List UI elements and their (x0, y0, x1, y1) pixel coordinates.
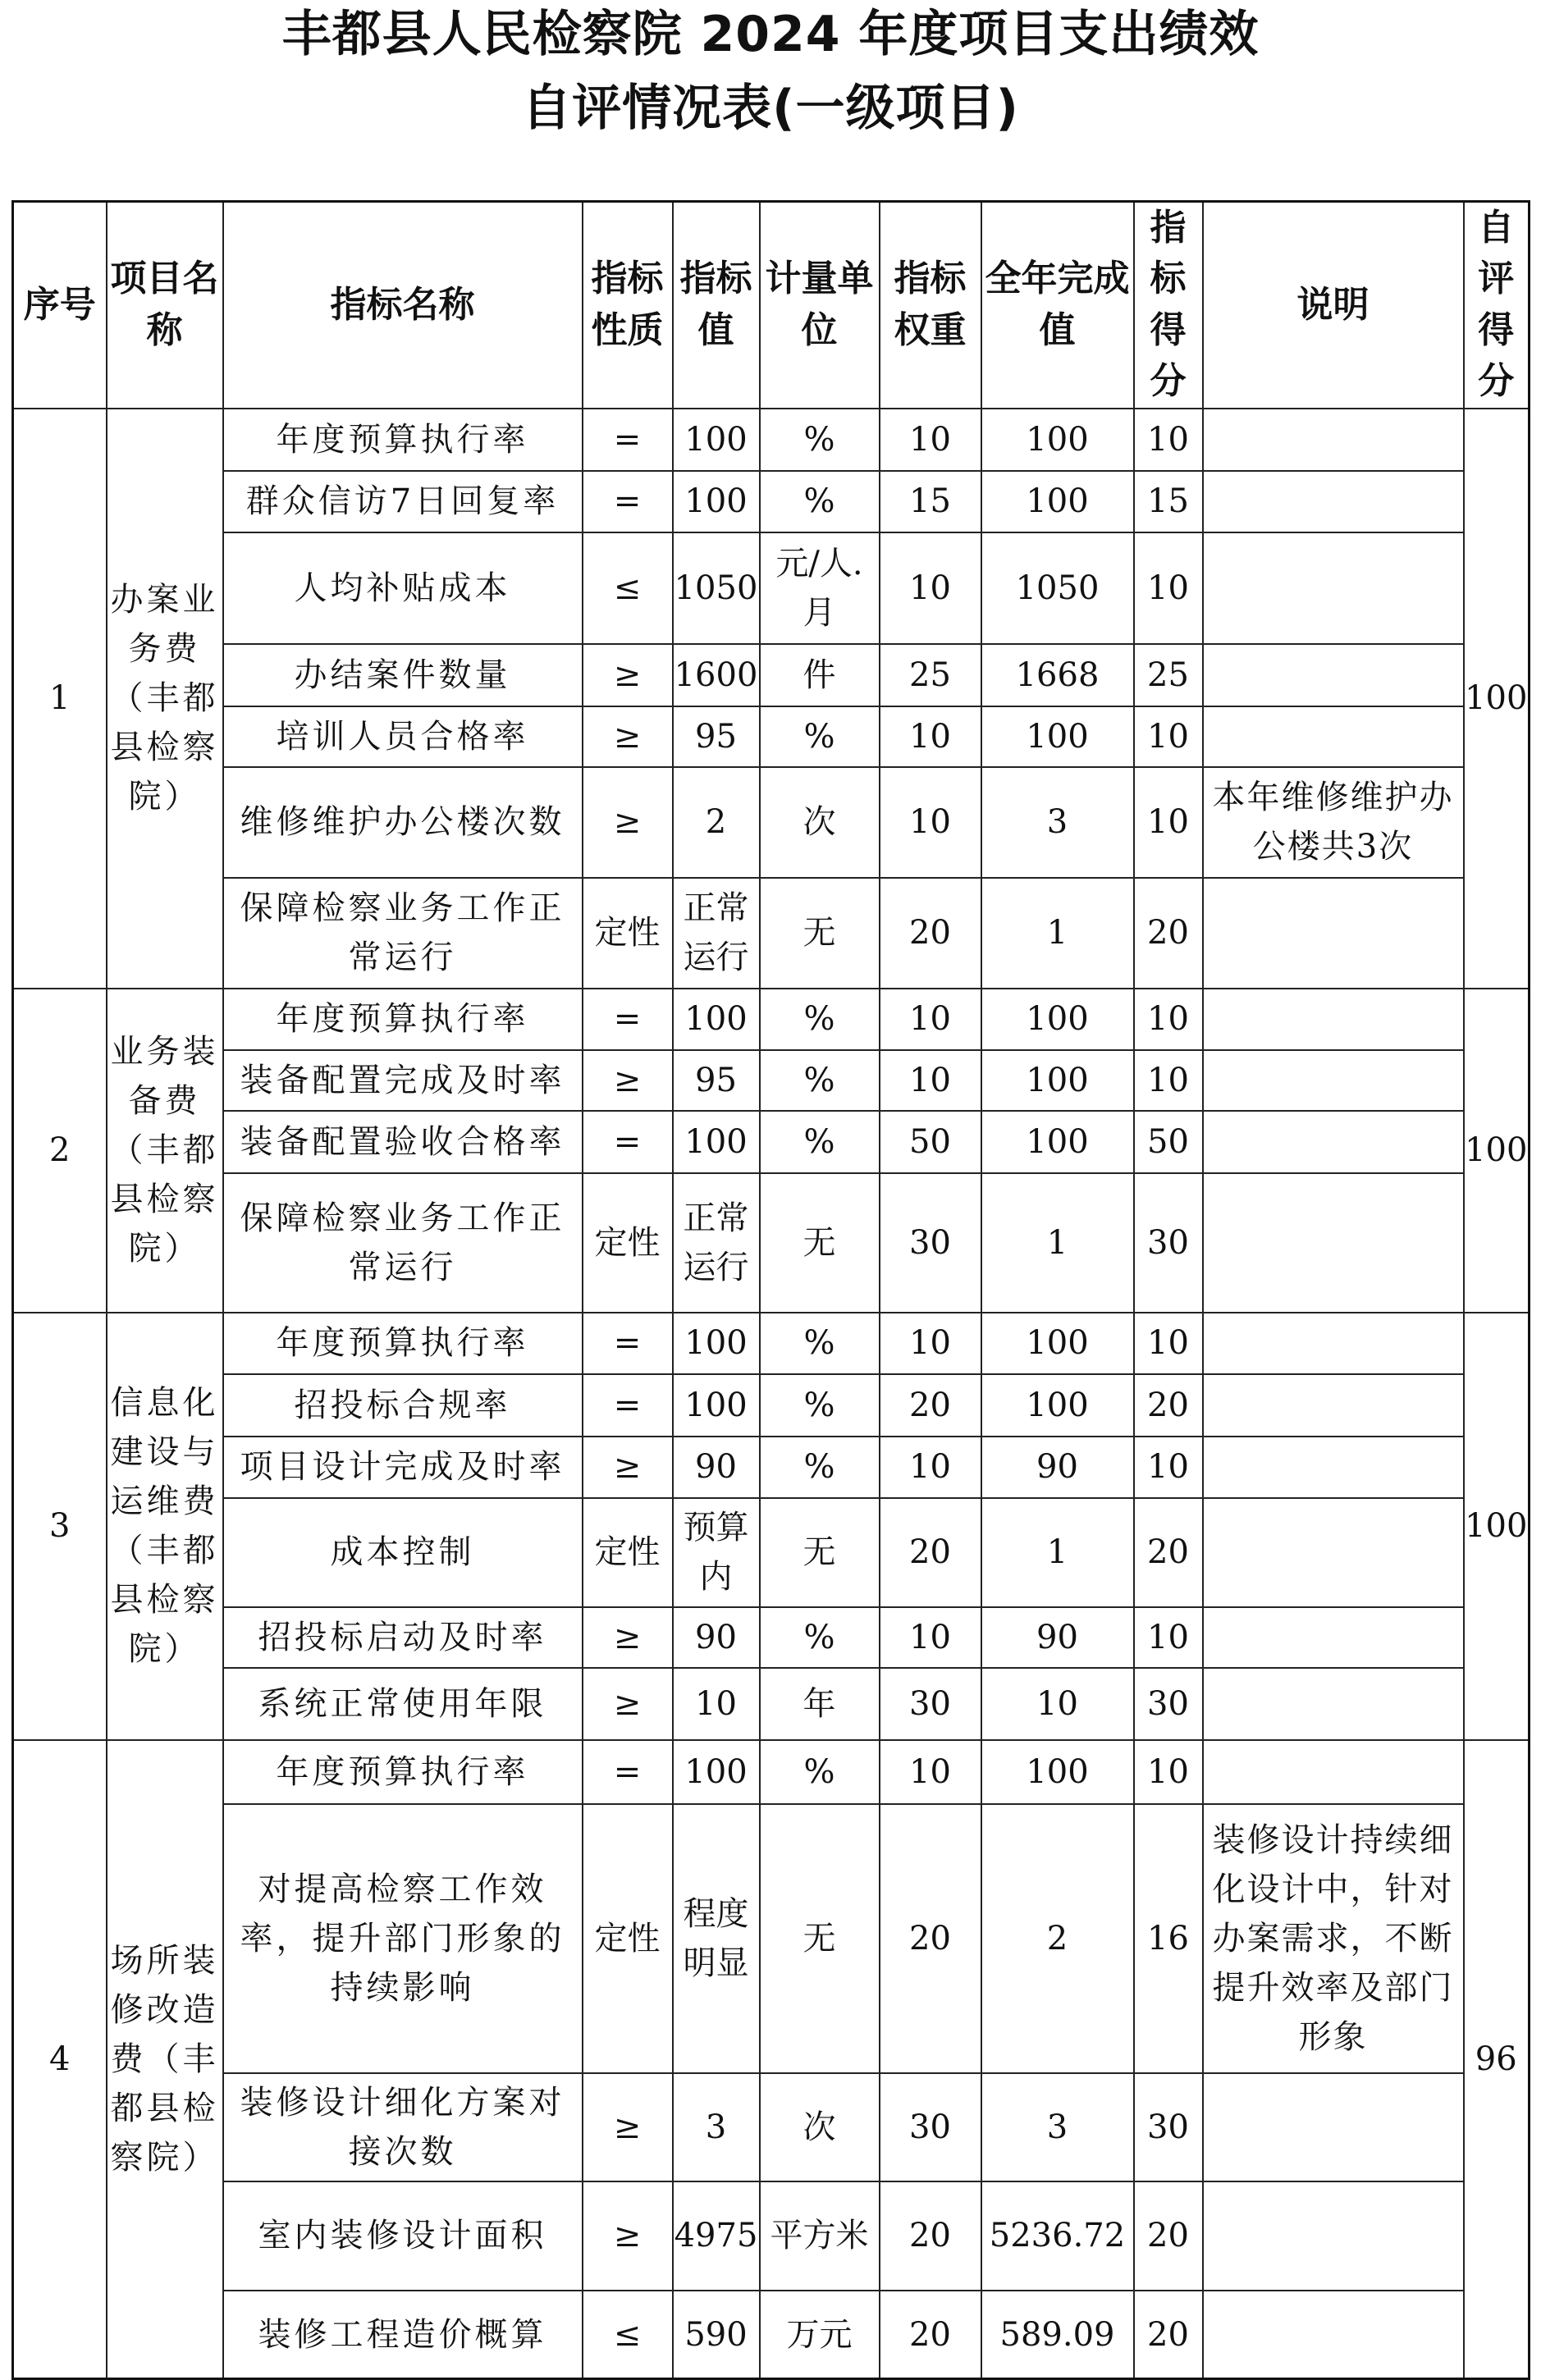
indicator-nature: ≥ (583, 1050, 673, 1111)
table-row (13, 2181, 1530, 2291)
indicator-value: 2 (673, 767, 760, 878)
indicator-weight: 10 (880, 706, 981, 767)
table-body (13, 409, 1530, 2379)
project-seq: 4 (13, 1740, 107, 2379)
indicator-weight: 20 (880, 1498, 981, 1607)
indicator-nature: 定性 (583, 878, 673, 989)
indicator-actual: 5236.72 (981, 2181, 1134, 2291)
table-row (13, 989, 1530, 1050)
indicator-unit: % (760, 1050, 880, 1111)
indicator-actual: 1050 (981, 532, 1134, 644)
indicator-note (1203, 409, 1464, 471)
indicator-actual: 10 (981, 1668, 1134, 1740)
indicator-nature: = (583, 1740, 673, 1804)
header-nature: 指标性质 (583, 202, 673, 409)
indicator-unit: 无 (760, 1498, 880, 1607)
indicator-note (1203, 1050, 1464, 1111)
indicator-weight: 20 (880, 1804, 981, 2073)
indicator-note (1203, 2291, 1464, 2379)
table-row (13, 706, 1530, 767)
indicator-nature: 定性 (583, 1804, 673, 2073)
indicator-value: 10 (673, 1668, 760, 1740)
indicator-score: 10 (1134, 409, 1203, 471)
table-row (13, 2073, 1530, 2181)
indicator-name: 装修工程造价概算 (223, 2291, 583, 2379)
indicator-score: 10 (1134, 1607, 1203, 1668)
table-row (13, 1740, 1530, 1804)
indicator-unit: 次 (760, 767, 880, 878)
indicator-name: 培训人员合格率 (223, 706, 583, 767)
indicator-weight: 10 (880, 1437, 981, 1498)
indicator-value: 100 (673, 1313, 760, 1374)
table-row (13, 1313, 1530, 1374)
indicator-actual: 1 (981, 1173, 1134, 1313)
indicator-name: 保障检察业务工作正常运行 (223, 1173, 583, 1313)
indicator-score: 16 (1134, 1804, 1203, 2073)
indicator-note (1203, 1607, 1464, 1668)
indicator-actual: 2 (981, 1804, 1134, 2073)
indicator-actual: 1 (981, 1498, 1134, 1607)
header-seq: 序号 (13, 202, 107, 409)
table-row (13, 1374, 1530, 1437)
indicator-unit: % (760, 1374, 880, 1437)
indicator-value: 4975 (673, 2181, 760, 2291)
table-row (13, 1668, 1530, 1740)
indicator-note (1203, 2073, 1464, 2181)
indicator-unit: % (760, 1111, 880, 1173)
indicator-name: 维修维护办公楼次数 (223, 767, 583, 878)
table-row (13, 1050, 1530, 1111)
indicator-score: 30 (1134, 1668, 1203, 1740)
indicator-name: 保障检察业务工作正常运行 (223, 878, 583, 989)
indicator-nature: ≥ (583, 706, 673, 767)
header-row (13, 202, 1530, 409)
indicator-note (1203, 706, 1464, 767)
project-seq: 1 (13, 409, 107, 989)
indicator-name: 群众信访7日回复率 (223, 471, 583, 532)
indicator-weight: 10 (880, 989, 981, 1050)
indicator-weight: 15 (880, 471, 981, 532)
indicator-weight: 30 (880, 2073, 981, 2181)
project-name: 场所装修改造费（丰都县检察院） (107, 1740, 223, 2379)
indicator-weight: 50 (880, 1111, 981, 1173)
header-project: 项目名称 (107, 202, 223, 409)
indicator-nature: ≥ (583, 767, 673, 878)
table-row (13, 878, 1530, 989)
indicator-unit: 无 (760, 1173, 880, 1313)
indicator-score: 20 (1134, 2291, 1203, 2379)
indicator-note (1203, 989, 1464, 1050)
indicator-score: 10 (1134, 1050, 1203, 1111)
indicator-value: 正常运行 (673, 1173, 760, 1313)
indicator-score: 30 (1134, 2073, 1203, 2181)
indicator-nature: = (583, 989, 673, 1050)
indicator-value: 90 (673, 1607, 760, 1668)
indicator-note (1203, 1173, 1464, 1313)
indicator-name: 对提高检察工作效率，提升部门形象的持续影响 (223, 1804, 583, 2073)
indicator-value: 正常运行 (673, 878, 760, 989)
indicator-unit: 平方米 (760, 2181, 880, 2291)
indicator-score: 20 (1134, 1498, 1203, 1607)
indicator-note (1203, 644, 1464, 706)
indicator-value: 100 (673, 989, 760, 1050)
indicator-score: 20 (1134, 1374, 1203, 1437)
indicator-actual: 100 (981, 1374, 1134, 1437)
indicator-nature: ≤ (583, 2291, 673, 2379)
header-unit: 计量单位 (760, 202, 880, 409)
table-row (13, 409, 1530, 471)
indicator-actual: 589.09 (981, 2291, 1134, 2379)
indicator-score: 30 (1134, 1173, 1203, 1313)
indicator-score: 10 (1134, 989, 1203, 1050)
document-title-line-2: 自评情况表(一级项目) (522, 80, 1019, 137)
indicator-actual: 100 (981, 1740, 1134, 1804)
indicator-name: 年度预算执行率 (223, 409, 583, 471)
table-row (13, 767, 1530, 878)
indicator-name: 装修设计细化方案对接次数 (223, 2073, 583, 2181)
indicator-value: 100 (673, 471, 760, 532)
project-self-score: 100 (1464, 409, 1530, 989)
indicator-weight: 10 (880, 1313, 981, 1374)
indicator-value: 95 (673, 1050, 760, 1111)
indicator-name: 年度预算执行率 (223, 1740, 583, 1804)
indicator-note (1203, 471, 1464, 532)
indicator-weight: 10 (880, 1740, 981, 1804)
indicator-note: 装修设计持续细化设计中，针对办案需求，不断提升效率及部门形象 (1203, 1804, 1464, 2073)
indicator-score: 20 (1134, 2181, 1203, 2291)
indicator-actual: 100 (981, 409, 1134, 471)
project-name: 办案业务费（丰都县检察院） (107, 409, 223, 989)
indicator-score: 50 (1134, 1111, 1203, 1173)
indicator-actual: 3 (981, 767, 1134, 878)
header-note: 说明 (1203, 202, 1464, 409)
indicator-value: 100 (673, 1111, 760, 1173)
indicator-nature: ≥ (583, 1668, 673, 1740)
indicator-note (1203, 1740, 1464, 1804)
indicator-nature: 定性 (583, 1498, 673, 1607)
indicator-score: 10 (1134, 1740, 1203, 1804)
indicator-actual: 3 (981, 2073, 1134, 2181)
indicator-weight: 10 (880, 1607, 981, 1668)
indicator-nature: ≤ (583, 532, 673, 644)
indicator-actual: 1668 (981, 644, 1134, 706)
table-row (13, 1173, 1530, 1313)
indicator-note (1203, 1313, 1464, 1374)
indicator-unit: 万元 (760, 2291, 880, 2379)
indicator-value: 1050 (673, 532, 760, 644)
table-row (13, 2291, 1530, 2379)
indicator-name: 装备配置完成及时率 (223, 1050, 583, 1111)
indicator-value: 3 (673, 2073, 760, 2181)
indicator-name: 成本控制 (223, 1498, 583, 1607)
project-seq: 3 (13, 1313, 107, 1740)
indicator-name: 办结案件数量 (223, 644, 583, 706)
indicator-unit: % (760, 1313, 880, 1374)
indicator-weight: 25 (880, 644, 981, 706)
indicator-score: 25 (1134, 644, 1203, 706)
project-seq: 2 (13, 989, 107, 1313)
indicator-nature: ≥ (583, 1437, 673, 1498)
table-row (13, 1111, 1530, 1173)
table-row (13, 1437, 1530, 1498)
indicator-score: 10 (1134, 706, 1203, 767)
indicator-value: 程度明显 (673, 1804, 760, 2073)
header-indicator: 指标名称 (223, 202, 583, 409)
indicator-weight: 20 (880, 878, 981, 989)
document-title-line-1: 丰都县人民检察院 2024 年度项目支出绩效 (281, 6, 1260, 63)
indicator-weight: 30 (880, 1668, 981, 1740)
indicator-name: 人均补贴成本 (223, 532, 583, 644)
indicator-actual: 90 (981, 1437, 1134, 1498)
indicator-unit: % (760, 409, 880, 471)
indicator-actual: 1 (981, 878, 1134, 989)
performance-table (11, 200, 1530, 2380)
indicator-weight: 30 (880, 1173, 981, 1313)
indicator-value: 预算内 (673, 1498, 760, 1607)
project-name: 业务装备费（丰都县检察院） (107, 989, 223, 1313)
indicator-value: 100 (673, 1374, 760, 1437)
indicator-actual: 100 (981, 1111, 1134, 1173)
indicator-nature: = (583, 1313, 673, 1374)
header-self-score: 自评得分 (1464, 202, 1530, 409)
indicator-actual: 90 (981, 1607, 1134, 1668)
indicator-nature: ≥ (583, 2073, 673, 2181)
indicator-weight: 10 (880, 409, 981, 471)
table-row (13, 1607, 1530, 1668)
indicator-unit: % (760, 1437, 880, 1498)
indicator-unit: 件 (760, 644, 880, 706)
indicator-weight: 20 (880, 2291, 981, 2379)
project-self-score: 100 (1464, 1313, 1530, 1740)
indicator-name: 招投标启动及时率 (223, 1607, 583, 1668)
header-value: 指标值 (673, 202, 760, 409)
indicator-nature: ≥ (583, 1607, 673, 1668)
indicator-name: 年度预算执行率 (223, 989, 583, 1050)
indicator-actual: 100 (981, 471, 1134, 532)
indicator-note (1203, 532, 1464, 644)
indicator-unit: % (760, 706, 880, 767)
header-actual: 全年完成值 (981, 202, 1134, 409)
indicator-score: 10 (1134, 532, 1203, 644)
indicator-nature: = (583, 471, 673, 532)
indicator-weight: 20 (880, 2181, 981, 2291)
indicator-nature: = (583, 1374, 673, 1437)
indicator-name: 装备配置验收合格率 (223, 1111, 583, 1173)
table-row (13, 1498, 1530, 1607)
indicator-nature: = (583, 409, 673, 471)
indicator-unit: % (760, 1740, 880, 1804)
indicator-score: 10 (1134, 767, 1203, 878)
table-row (13, 471, 1530, 532)
indicator-name: 系统正常使用年限 (223, 1668, 583, 1740)
indicator-value: 1600 (673, 644, 760, 706)
table-row (13, 532, 1530, 644)
indicator-value: 590 (673, 2291, 760, 2379)
header-weight: 指标权重 (880, 202, 981, 409)
indicator-score: 15 (1134, 471, 1203, 532)
indicator-unit: 无 (760, 1804, 880, 2073)
indicator-weight: 10 (880, 767, 981, 878)
indicator-unit: 次 (760, 2073, 880, 2181)
indicator-name: 招投标合规率 (223, 1374, 583, 1437)
indicator-note (1203, 1498, 1464, 1607)
project-self-score: 96 (1464, 1740, 1530, 2379)
table-row (13, 644, 1530, 706)
indicator-value: 100 (673, 409, 760, 471)
indicator-unit: 元/人.月 (760, 532, 880, 644)
indicator-nature: ≥ (583, 2181, 673, 2291)
indicator-nature: ≥ (583, 644, 673, 706)
indicator-name: 项目设计完成及时率 (223, 1437, 583, 1498)
indicator-unit: % (760, 989, 880, 1050)
indicator-weight: 10 (880, 1050, 981, 1111)
indicator-unit: 年 (760, 1668, 880, 1740)
indicator-note (1203, 1374, 1464, 1437)
indicator-nature: = (583, 1111, 673, 1173)
indicator-actual: 100 (981, 1313, 1134, 1374)
indicator-value: 95 (673, 706, 760, 767)
indicator-actual: 100 (981, 989, 1134, 1050)
indicator-note (1203, 1111, 1464, 1173)
indicator-weight: 10 (880, 532, 981, 644)
indicator-note (1203, 878, 1464, 989)
indicator-actual: 100 (981, 1050, 1134, 1111)
indicator-unit: 无 (760, 878, 880, 989)
indicator-score: 10 (1134, 1437, 1203, 1498)
indicator-value: 90 (673, 1437, 760, 1498)
indicator-note (1203, 1668, 1464, 1740)
indicator-weight: 20 (880, 1374, 981, 1437)
indicator-score: 20 (1134, 878, 1203, 989)
indicator-actual: 100 (981, 706, 1134, 767)
indicator-name: 年度预算执行率 (223, 1313, 583, 1374)
indicator-score: 10 (1134, 1313, 1203, 1374)
indicator-name: 室内装修设计面积 (223, 2181, 583, 2291)
indicator-nature: 定性 (583, 1173, 673, 1313)
indicator-unit: % (760, 471, 880, 532)
project-self-score: 100 (1464, 989, 1530, 1313)
indicator-note (1203, 2181, 1464, 2291)
indicator-unit: % (760, 1607, 880, 1668)
header-score: 指标得分 (1134, 202, 1203, 409)
indicator-note (1203, 1437, 1464, 1498)
project-name: 信息化建设与运维费（丰都县检察院） (107, 1313, 223, 1740)
indicator-value: 100 (673, 1740, 760, 1804)
table-row (13, 1804, 1530, 2073)
indicator-note: 本年维修维护办公楼共3次 (1203, 767, 1464, 878)
